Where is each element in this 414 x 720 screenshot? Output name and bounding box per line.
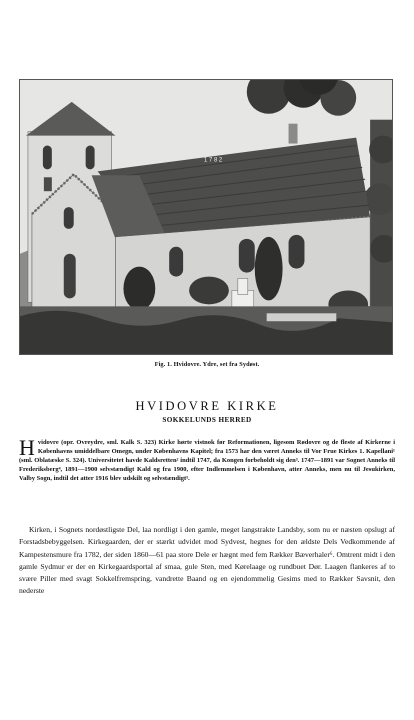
page-subtitle: SOKKELUNDS HERRED [162, 416, 252, 424]
page-title: HVIDOVRE KIRKE [135, 399, 279, 413]
body-paragraph: Kirken, i Sognets nordøstligste Del, laa nordligt i den gamle, meget langstrakte Landsby, som nu er næsten opslugt af Forstadsbebyggelsen. Kirkegaarden, der er stærkt udvidet mod Sydvest, hegnes for den ældste Dels Vedkommende af Kampestensmure fra 1782, der siden 1860—61 paa store Dele er hægnt med fem Rækker Bæverhaler⁶. Omtrent midt i den gamle Sydmur er der en Kirkegaardsportal af smaa, gule Sten, med Kørelaage og rundbuet Dør. Laagen flankeres af to svære Piller med svagt Sokkelfremspring, vandrette Baand og en ejendommelig Gesims med to Rækker Savsnit, den nederste [19, 525, 395, 596]
intro-paragraph [19, 435, 395, 483]
drop-cap: H [19, 435, 35, 460]
roof-inscription: 1 7 8 2 [204, 157, 223, 164]
figure-caption: Fig. 1. Hvidovre. Ydre, set fra Sydøst. [154, 361, 260, 368]
intro-text: vidovre (opr. Ovreydre, sml. Kalk S. 323) Kirke hørte vistnok før Reformationen, ligesom Rødovre og de fleste af Kirkerne i Københavns umiddelbare Omegn, under Københavns Kapitel; fra 1573 har den været Anneks til Vor Frue Kirkes 1. Kapellani¹ (sml. Oblatæske S. 324). Universitetet havde Kaldsretten² indtil 1747, da Kongen forbeholdt sig den³. 1747—1891 var Sognet Anneks til Frederiksberg⁴, 1891—1900 selvstændigt Kald og fra 1900, efter Indlemmelsen i København, atter Anneks, men nu til Jesukirken, Valby Sogn, indtil det atter 1916 blev udskilt og selvstændigt⁵. [19, 439, 395, 483]
grave-slab [267, 313, 337, 321]
church-photograph [19, 79, 393, 355]
church-illustration [20, 80, 392, 354]
